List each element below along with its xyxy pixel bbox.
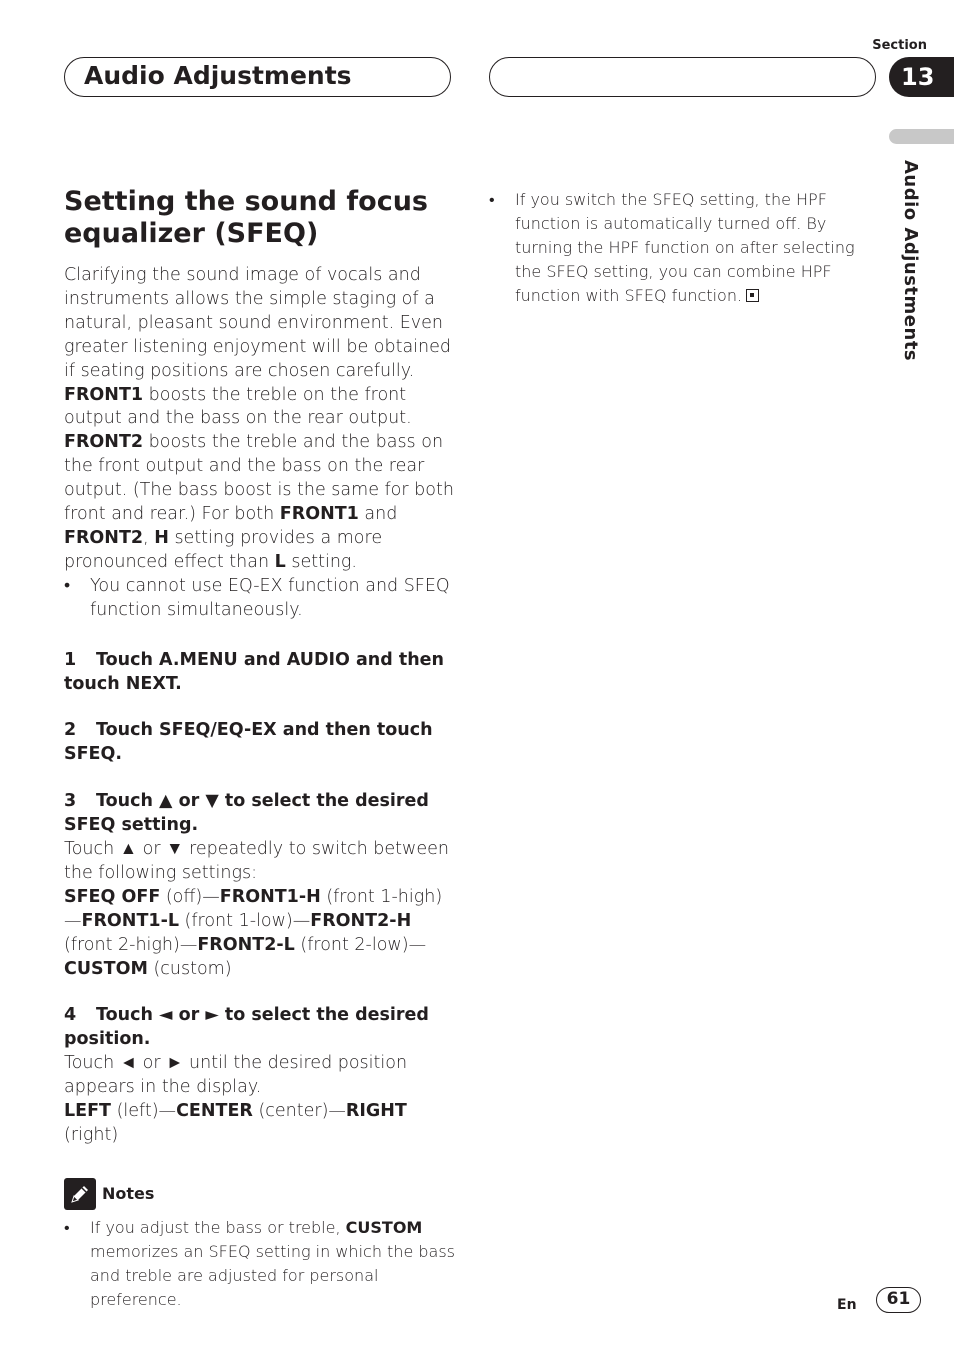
setting-front2-h: FRONT2-H: [310, 910, 412, 931]
note-item: [489, 188, 877, 308]
setting-desc: (front 2-high)—: [64, 934, 198, 955]
setting-desc: (front 2-low)—: [294, 934, 427, 955]
notes-header: [64, 1178, 456, 1210]
position-desc: (right): [64, 1125, 119, 1145]
end-of-section-icon: [746, 289, 759, 302]
section-label: Section: [872, 38, 927, 53]
intro-text-7: setting.: [285, 551, 357, 572]
intro-text-5: ,: [143, 527, 155, 548]
right-column: [489, 186, 877, 308]
notes-label: Notes: [102, 1184, 155, 1204]
position-desc: (center)—: [252, 1101, 346, 1122]
side-section-label: Audio Adjustments: [900, 160, 921, 362]
note-text: If you adjust the bass or treble,: [90, 1217, 346, 1237]
bullet-dot: •: [64, 1217, 70, 1237]
intro-paragraph: [64, 264, 456, 575]
bullet-dot: •: [64, 575, 71, 596]
step-text: Touch ◄ or ► to select the desired position.: [64, 1005, 429, 1050]
header-blank-frame: [489, 57, 876, 97]
intro-text-6: setting provides a more pronounced effect than: [64, 527, 383, 572]
position-desc: (left)—: [111, 1101, 177, 1122]
intro-text-4: and: [358, 504, 398, 525]
term-front1-b: FRONT1: [279, 504, 359, 525]
side-tab-bar: [889, 129, 954, 144]
term-l: L: [274, 551, 286, 572]
step-number: 2: [64, 720, 77, 741]
setting-custom: CUSTOM: [64, 958, 148, 979]
page-heading: Setting the sound focus equalizer (SFEQ): [64, 186, 428, 249]
setting-front1-h: FRONT1-H: [219, 886, 321, 907]
step-4-body: [64, 1052, 456, 1148]
section-number-tab: 13: [889, 57, 954, 97]
note-item: [64, 1216, 456, 1312]
step-number: 3: [64, 791, 77, 812]
setting-desc: (front 1-low)—: [178, 910, 311, 931]
term-front2: FRONT2: [64, 432, 144, 453]
intro-text: Clarifying the sound image of vocals and instruments allows the simple staging of a natural, pleasant sound environment. Even greater listening enjoyment will be obtained if seating positions are chosen carefully.: [64, 265, 452, 381]
setting-front1-l: FRONT1-L: [81, 910, 179, 931]
step-2: [64, 719, 456, 767]
header-title: Audio Adjustments: [84, 61, 352, 90]
note-text-2: memorizes an SFEQ setting in which the bass and treble are adjusted for personal preference.: [90, 1241, 456, 1309]
intro-text-3: boosts the treble and the bass on the front output and the bass on the rear output. (The bass boost is the same for both front and rear.) For both: [64, 432, 454, 525]
position-center: CENTER: [176, 1101, 253, 1122]
step-number: 4: [64, 1005, 77, 1026]
step-text: Touch A.MENU and AUDIO and then touch NEXT.: [64, 649, 445, 694]
term-h: H: [154, 527, 169, 548]
intro-text-2: boosts the treble on the front output and the bass on the rear output.: [64, 384, 412, 429]
note-term-custom: CUSTOM: [345, 1217, 423, 1237]
position-left: LEFT: [64, 1101, 111, 1122]
step-3-body: [64, 838, 456, 981]
step-3-instruction: Touch ▲ or ▼ repeatedly to switch between the following settings:: [64, 839, 449, 883]
step-number: 1: [64, 649, 77, 670]
step-text: Touch SFEQ/EQ-EX and then touch SFEQ.: [64, 720, 433, 765]
step-4-instruction: Touch ◄ or ► until the desired position appears in the display.: [64, 1053, 408, 1098]
language-label: En: [837, 1297, 857, 1313]
setting-sfeq-off: SFEQ OFF: [64, 886, 161, 907]
step-3: [64, 790, 456, 838]
position-right: RIGHT: [345, 1101, 407, 1122]
term-front1: FRONT1: [64, 384, 144, 405]
step-text: Touch ▲ or ▼ to select the desired SFEQ setting.: [64, 791, 429, 836]
page-number: 61: [876, 1287, 921, 1313]
intro-bullet: [64, 575, 456, 623]
pencil-icon: [64, 1178, 96, 1210]
setting-front2-l: FRONT2-L: [197, 934, 295, 955]
intro-bullet-text: You cannot use EQ-EX function and SFEQ function simultaneously.: [90, 575, 450, 620]
step-4: [64, 1004, 456, 1052]
left-column: [64, 186, 456, 1312]
setting-desc: (off)—: [160, 886, 220, 907]
bullet-dot: •: [489, 190, 495, 209]
note-text: If you switch the SFEQ setting, the HPF function is automatically turned off. By turning the HPF function on after selecting the SFEQ setting, you can combine HPF function with SFEQ function.: [515, 190, 855, 305]
term-front2-b: FRONT2: [64, 527, 144, 548]
setting-desc: (custom): [147, 958, 232, 979]
setting-desc: (front 1-high) —: [64, 886, 443, 931]
step-1: [64, 649, 456, 697]
